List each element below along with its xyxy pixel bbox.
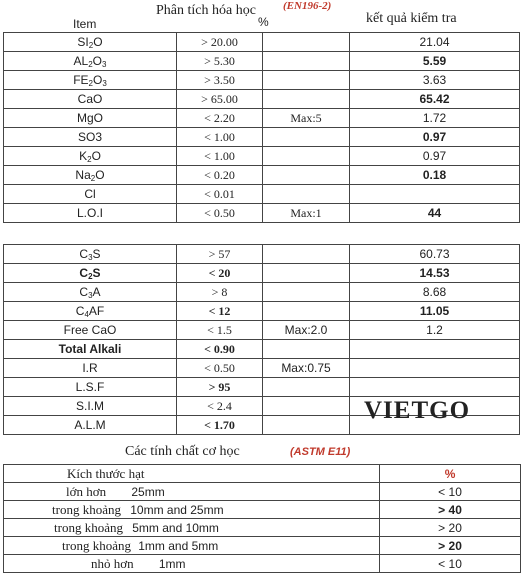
item-cell: CaO	[4, 90, 177, 109]
result-cell: 65.42	[350, 90, 520, 109]
spec-cell: < 1.00	[177, 128, 263, 147]
result-cell	[350, 359, 520, 378]
range-size: 1mm and 5mm	[138, 538, 219, 553]
size-range-cell	[4, 555, 380, 573]
table-row	[4, 340, 520, 359]
item-cell: SO3	[4, 128, 177, 147]
result-cell	[350, 378, 520, 397]
table-row	[4, 52, 520, 71]
table-row	[4, 264, 520, 283]
result-cell: 60.73	[350, 245, 520, 264]
table-row	[4, 204, 520, 223]
limit-cell	[263, 166, 350, 185]
range-size: 1mm	[158, 556, 186, 571]
table-row	[4, 359, 520, 378]
item-cell: Free CaO	[4, 321, 177, 340]
table-row	[4, 555, 521, 573]
spec-cell: > 5.30	[177, 52, 263, 71]
range-label: nhỏ hơn	[91, 555, 134, 571]
table-row	[4, 90, 520, 109]
result-cell: 1.72	[350, 109, 520, 128]
table-row	[4, 302, 520, 321]
item-cell: Total Alkali	[4, 340, 177, 359]
limit-cell	[263, 52, 350, 71]
table-row	[4, 483, 521, 501]
range-label: lớn hơn	[66, 483, 107, 499]
item-cell: A.L.M	[4, 416, 177, 435]
table-row	[4, 245, 520, 264]
percent-cell: < 10	[380, 555, 521, 573]
limit-cell	[263, 378, 350, 397]
spec-cell: < 0.50	[177, 204, 263, 223]
limit-cell: Max:0.75	[263, 359, 350, 378]
limit-cell	[263, 397, 350, 416]
item-cell: I.R	[4, 359, 177, 378]
table-row	[4, 128, 520, 147]
spec-cell: > 20.00	[177, 33, 263, 52]
result-cell: 14.53	[350, 264, 520, 283]
item-cell: $Na_2O$	[4, 166, 177, 185]
chemical-analysis-title: Phân tích hóa học	[156, 3, 256, 18]
percent-cell: > 20	[380, 537, 521, 555]
spec-cell: < 2.20	[177, 109, 263, 128]
spec-cell: < 1.00	[177, 147, 263, 166]
table-row	[4, 147, 520, 166]
table-row	[4, 378, 520, 397]
limit-cell	[263, 340, 350, 359]
item-cell: S.I.M	[4, 397, 177, 416]
item-cell: $K_2O$	[4, 147, 177, 166]
table-row	[4, 501, 521, 519]
item-cell: $C_4AF$	[4, 302, 177, 321]
limit-cell	[263, 302, 350, 321]
range-label: trong khoảng	[62, 537, 131, 553]
percent-header: %	[380, 465, 521, 483]
limit-cell	[263, 416, 350, 435]
result-cell: 0.97	[350, 128, 520, 147]
spec-cell: < 1.5	[177, 321, 263, 340]
item-cell: $C_2S$	[4, 264, 177, 283]
limit-cell	[263, 90, 350, 109]
item-cell: $C_3S$	[4, 245, 177, 264]
percent-cell: > 20	[380, 519, 521, 537]
result-cell: 1.2	[350, 321, 520, 340]
spec-cell: < 0.90	[177, 340, 263, 359]
table-row	[4, 166, 520, 185]
item-cell: $FE_2O_3$	[4, 71, 177, 90]
spec-cell: > 95	[177, 378, 263, 397]
spec-cell: < 0.20	[177, 166, 263, 185]
table-row	[4, 519, 521, 537]
spec-cell: < 0.01	[177, 185, 263, 204]
spec-cell: < 1.70	[177, 416, 263, 435]
item-cell: $C_3A$	[4, 283, 177, 302]
limit-cell	[263, 71, 350, 90]
range-size: 25mm	[131, 484, 165, 499]
result-cell: 8.68	[350, 283, 520, 302]
table-row	[4, 185, 520, 204]
result-cell: 21.04	[350, 33, 520, 52]
result-cell: 5.59	[350, 52, 520, 71]
table-row	[4, 71, 520, 90]
result-cell: 0.18	[350, 166, 520, 185]
percent-cell: < 10	[380, 483, 521, 501]
mechanical-properties-title: Các tính chất cơ học	[125, 444, 240, 459]
spec-cell: > 65.00	[177, 90, 263, 109]
particle-size-header: Kích thước hạt	[4, 465, 380, 483]
limit-cell	[263, 264, 350, 283]
table-header-row	[4, 465, 521, 483]
table-row	[4, 321, 520, 340]
spec-cell: > 57	[177, 245, 263, 264]
percent-cell: > 40	[380, 501, 521, 519]
range-size: 5mm and 10mm	[132, 520, 219, 535]
result-column-title: kết quả kiểm tra	[366, 11, 457, 26]
range-label: trong khoảng	[52, 501, 121, 517]
table-row	[4, 33, 520, 52]
spec-cell: < 12	[177, 302, 263, 321]
item-cell: $AL_2O_3$	[4, 52, 177, 71]
range-label: trong khoảng	[54, 519, 123, 535]
table-row	[4, 537, 521, 555]
vietgo-watermark: VIETGO	[364, 397, 471, 424]
range-size: 10mm and 25mm	[130, 502, 224, 517]
percent-column-header: %	[258, 15, 269, 29]
item-cell: L.S.F	[4, 378, 177, 397]
size-range-cell	[4, 519, 380, 537]
limit-cell: Max:5	[263, 109, 350, 128]
limit-cell	[263, 245, 350, 264]
limit-cell	[263, 147, 350, 166]
mechanical-standard-code: (ASTM E11)	[290, 446, 351, 458]
result-cell: 44	[350, 204, 520, 223]
spec-cell: < 2.4	[177, 397, 263, 416]
spec-cell: > 3.50	[177, 71, 263, 90]
spec-cell: > 8	[177, 283, 263, 302]
size-range-cell	[4, 537, 380, 555]
item-cell: MgO	[4, 109, 177, 128]
size-range-cell	[4, 483, 380, 501]
limit-cell: Max:1	[263, 204, 350, 223]
limit-cell	[263, 185, 350, 204]
size-range-cell	[4, 501, 380, 519]
limit-cell	[263, 283, 350, 302]
item-cell: L.O.I	[4, 204, 177, 223]
limit-cell	[263, 33, 350, 52]
table-row	[4, 109, 520, 128]
limit-cell	[263, 128, 350, 147]
result-cell: 3.63	[350, 71, 520, 90]
result-cell: 11.05	[350, 302, 520, 321]
spec-cell: < 20	[177, 264, 263, 283]
chemical-table	[3, 32, 520, 435]
item-cell: Cl	[4, 185, 177, 204]
result-cell	[350, 340, 520, 359]
result-cell: 0.97	[350, 147, 520, 166]
spec-cell: < 0.50	[177, 359, 263, 378]
item-cell: $SI_2O$	[4, 33, 177, 52]
particle-size-table	[3, 464, 521, 573]
standard-code: (EN196-2)	[283, 0, 332, 12]
table-row	[4, 283, 520, 302]
item-column-header: Item	[73, 17, 97, 31]
section-separator	[4, 223, 520, 245]
limit-cell: Max:2.0	[263, 321, 350, 340]
result-cell	[350, 185, 520, 204]
